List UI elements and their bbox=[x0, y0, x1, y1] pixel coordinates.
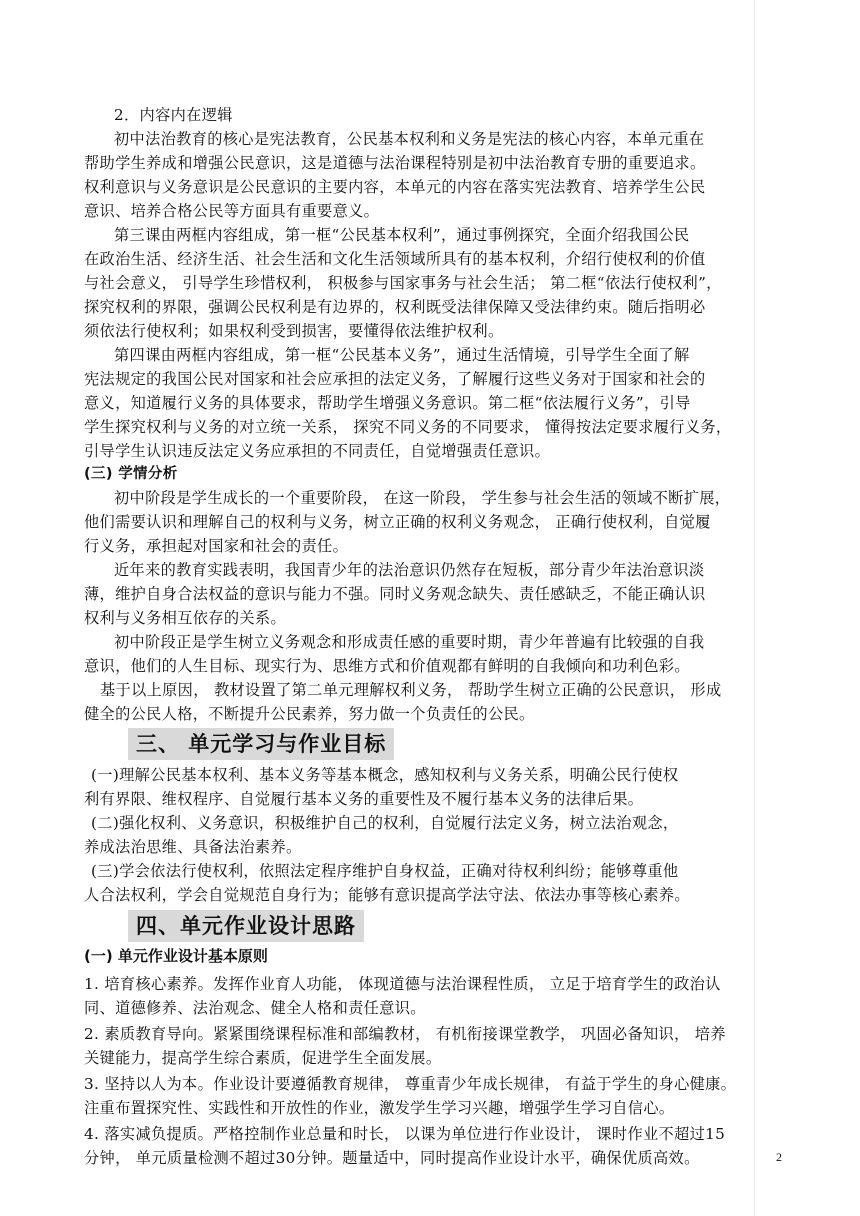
principle1-line: 1. 培育核心素养。发挥作业育人功能， 体现道德与法治课程性质， 立足于培育学生的政治认 bbox=[84, 975, 721, 993]
logic-p2-line: 与社会意义， 引导学生珍惜权利， 积极参与国家事务与社会生活； 第二框“依法行使权利”， bbox=[84, 274, 722, 292]
analysis-p3-line: 初中阶段正是学生树立义务观念和形成责任感的重要时期，青少年普遍有比较强的自我 bbox=[114, 633, 705, 651]
analysis-p2-line: 权利与义务相互依存的关系。 bbox=[84, 609, 286, 627]
analysis-p4-line: 基于以上原因， 教材设置了第二单元理解权利义务， 帮助学生树立正确的公民意识， 形成 bbox=[100, 681, 722, 699]
logic-p1-line: 帮助学生养成和增强公民意识，这是道德与法治课程特别是初中法治教育专册的重要追求。 bbox=[84, 154, 706, 172]
logic-p2-line: 第三课由两框内容组成，第一框“公民基本权利”，通过事例探究，全面介绍我国公民 bbox=[114, 226, 690, 244]
logic-p2-line: 探究权利的界限，强调公民权利是有边界的，权利既受法律保障又受法律约束。随后指明必 bbox=[84, 298, 706, 316]
principles-heading: (一) 单元作业设计基本原则 bbox=[84, 947, 268, 965]
analysis-p1-line: 他们需要认识和理解自己的权利与义务，树立正确的权利义务观念， 正确行使权利，自觉履 bbox=[84, 513, 711, 531]
logic-p3-line: 宪法规定的我国公民对国家和社会应承担的法定义务，了解履行这些义务对于国家和社会的 bbox=[84, 370, 706, 388]
principle2-line: 关键能力，提高学生综合素质，促进学生全面发展。 bbox=[84, 1049, 442, 1067]
logic-p1-line: 意识、培养合格公民等方面具有重要意义。 bbox=[84, 202, 380, 220]
goal3-line: (三)学会依法行使权利，依照法定程序维护自身权益，正确对待权利纠纷；能够尊重他 bbox=[91, 862, 679, 880]
principle3-line: 3. 坚持以人为本。作业设计要遵循教育规律， 尊重青少年成长规律， 有益于学生的身心健康。 bbox=[84, 1075, 737, 1093]
goal1-line: (一)理解公民基本权利、基本义务等基本概念，感知权利与义务关系，明确公民行使权 bbox=[91, 766, 679, 784]
goal3-line: 人合法权利，学会自觉规范自身行为；能够有意识提高学法守法、依法办事等核心素养。 bbox=[84, 886, 690, 904]
logic-p2-line: 在政治生活、经济生活、社会生活和文化生活领域所具有的基本权利，介绍行使权利的价值 bbox=[84, 250, 706, 268]
logic-p3-line: 引导学生认识违反法定义务应承担的不同责任，自觉增强责任意识。 bbox=[84, 442, 551, 460]
section4-heading: 四、单元作业设计思路 bbox=[128, 910, 364, 942]
margin-line bbox=[754, 0, 755, 1216]
principle4-line: 分钟， 单元质量检测不超过30分钟。题量适中，同时提高作业设计水平，确保优质高效。 bbox=[84, 1149, 700, 1167]
analysis-p1-line: 行义务，承担起对国家和社会的责任。 bbox=[84, 537, 349, 555]
principle1-line: 同、道德修养、法治观念、健全人格和责任意识。 bbox=[84, 999, 426, 1017]
analysis-heading: (三) 学情分析 bbox=[84, 466, 178, 482]
principle3-line: 注重布置探究性、实践性和开放性的作业，激发学生学习兴趣，增强学生学习自信心。 bbox=[84, 1099, 675, 1117]
logic-p3-line: 学生探究权利与义务的对立统一关系， 探究不同义务的不同要求， 懂得按法定要求履行义务， bbox=[84, 418, 732, 436]
principle4-line: 4. 落实减负提质。严格控制作业总量和时长， 以课为单位进行作业设计， 课时作业不超过15 bbox=[84, 1125, 726, 1143]
analysis-p4-line: 健全的公民人格，不断提升公民素养，努力做一个负责任的公民。 bbox=[84, 705, 535, 723]
logic-p3-line: 第四课由两框内容组成，第一框“公民基本义务”，通过生活情境，引导学生全面了解 bbox=[114, 346, 690, 364]
analysis-p3-line: 意识，他们的人生目标、现实行为、思维方式和价值观都有鲜明的自我倾向和功利色彩。 bbox=[84, 657, 690, 675]
section-logic-title: 2．内容内在逻辑 bbox=[114, 106, 233, 124]
logic-p3-line: 意义，知道履行义务的具体要求，帮助学生增强义务意识。第二框“依法履行义务”，引导 bbox=[84, 394, 691, 412]
principle2-line: 2. 素质教育导向。紧紧围绕课程标准和部编教材， 有机衔接课堂教学， 巩固必备知识， 培养 bbox=[84, 1025, 726, 1043]
goal2-line: (二)强化权利、义务意识，积极维护自己的权利，自觉履行法定义务，树立法治观念， bbox=[91, 814, 679, 832]
analysis-p1-line: 初中阶段是学生成长的一个重要阶段， 在这一阶段， 学生参与社会生活的领域不断扩展， bbox=[114, 489, 731, 507]
goal1-line: 利有界限、维权程序、自觉履行基本义务的重要性及不履行基本义务的法律后果。 bbox=[84, 790, 644, 808]
logic-p2-line: 须依法行使权利；如果权利受到损害，要懂得依法维护权利。 bbox=[84, 322, 504, 340]
section3-heading: 三、 单元学习与作业目标 bbox=[128, 728, 394, 760]
logic-p1-line: 权利意识与义务意识是公民意识的主要内容，本单元的内容在落实宪法教育、培养学生公民 bbox=[84, 178, 706, 196]
analysis-p2-line: 薄，维护自身合法权益的意识与能力不强。同时义务观念缺失、责任感缺乏，不能正确认识 bbox=[84, 585, 706, 603]
analysis-p2-line: 近年来的教育实践表明，我国青少年的法治意识仍然存在短板，部分青少年法治意识淡 bbox=[114, 561, 705, 579]
logic-p1-line: 初中法治教育的核心是宪法教育，公民基本权利和义务是宪法的核心内容，本单元重在 bbox=[114, 130, 705, 148]
goal2-line: 养成法治思维、具备法治素养。 bbox=[84, 838, 302, 856]
page-number: 2 bbox=[776, 1150, 782, 1164]
